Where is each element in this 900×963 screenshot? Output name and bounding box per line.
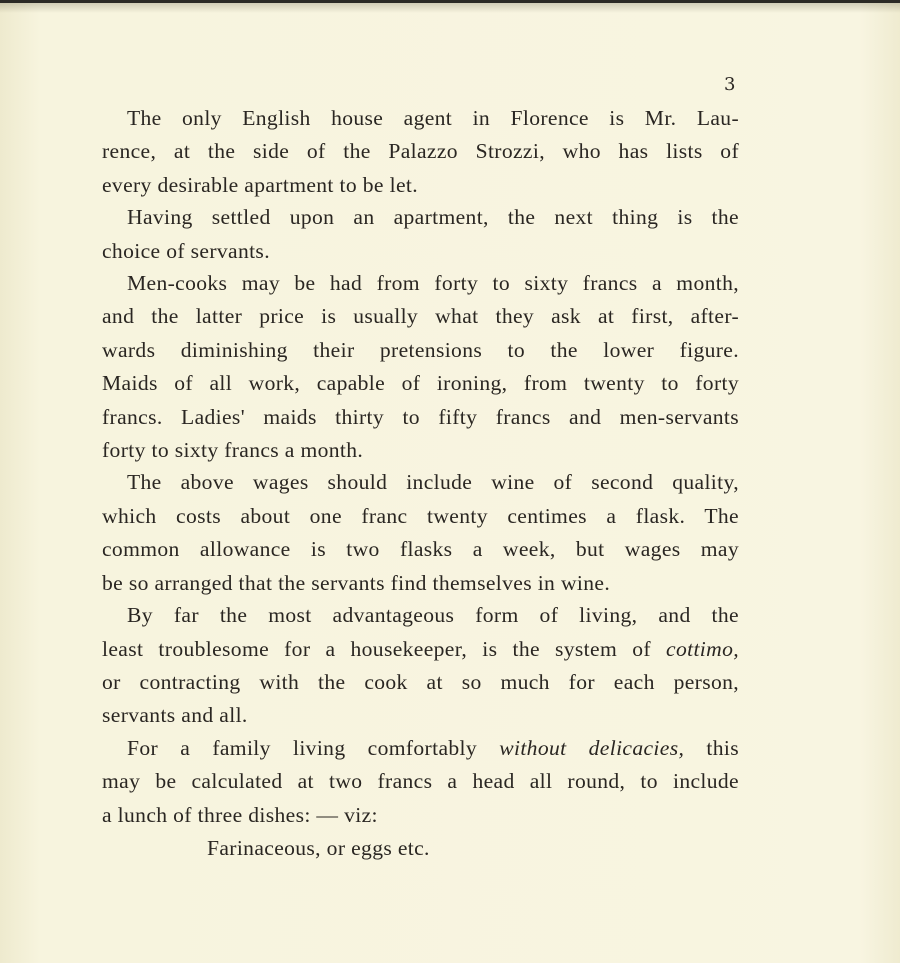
text-line: forty to sixty francs a month. [102,438,364,463]
paragraph-family [102,732,739,832]
page-top-shadow [0,3,900,13]
text-line: wards diminishing their pretensions to the lower figure. [102,337,739,362]
text-line: and the latter price is usually what they ask at first, after- [102,304,739,329]
text-line: Maids of all work, capable of ironing, from twenty to forty [102,371,739,396]
text-line: The above wages should include wine of second quality, [127,470,739,495]
page-number: 3 [724,74,736,95]
paragraph-wages [102,267,739,467]
text-fragment: least troublesome for a housekeeper, is the system of [102,636,651,661]
body-text [102,102,739,865]
text-line: Having settled upon an apartment, the next thing is the [127,205,739,230]
text-line: which costs about one franc twenty centimes a flask. The [102,503,739,528]
paragraph-wine [102,466,739,600]
text-line: Men-cooks may be had from forty to sixty francs a month, [127,271,739,296]
text-line [102,732,739,765]
text-fragment: For a family living comfortably [127,735,478,760]
text-line: may be calculated at two francs a head all round, to include [102,769,739,794]
text-line: be so arranged that the servants find themselves in wine. [102,570,611,595]
text-line: common allowance is two flasks a week, but wages may [102,537,739,562]
paragraph-cottimo [102,599,739,733]
text-line: rence, at the side of the Palazzo Strozzi, who has lists of [102,139,739,164]
text-line: francs. Ladies' maids thirty to fifty francs and men-servants [102,404,739,429]
list-item: Farinaceous, or eggs etc. [207,835,430,860]
text-line: The only English house agent in Florence is Mr. Lau- [127,106,739,130]
text-line: By far the most advantageous form of living, and the [127,603,739,628]
paragraph-servants [102,201,739,268]
text-line: or contracting with the cook at so much for each person, [102,669,739,694]
text-fragment: this [706,735,740,760]
text-line [102,633,739,666]
italic-phrase: without delicacies, [499,735,685,760]
text-line: servants and all. [102,703,248,728]
paragraph-house-agent [102,102,739,202]
text-line: a lunch of three dishes: — viz: [102,802,378,827]
italic-term: cottimo, [666,636,739,661]
text-line: every desirable apartment to be let. [102,172,418,197]
text-line: choice of servants. [102,238,270,263]
